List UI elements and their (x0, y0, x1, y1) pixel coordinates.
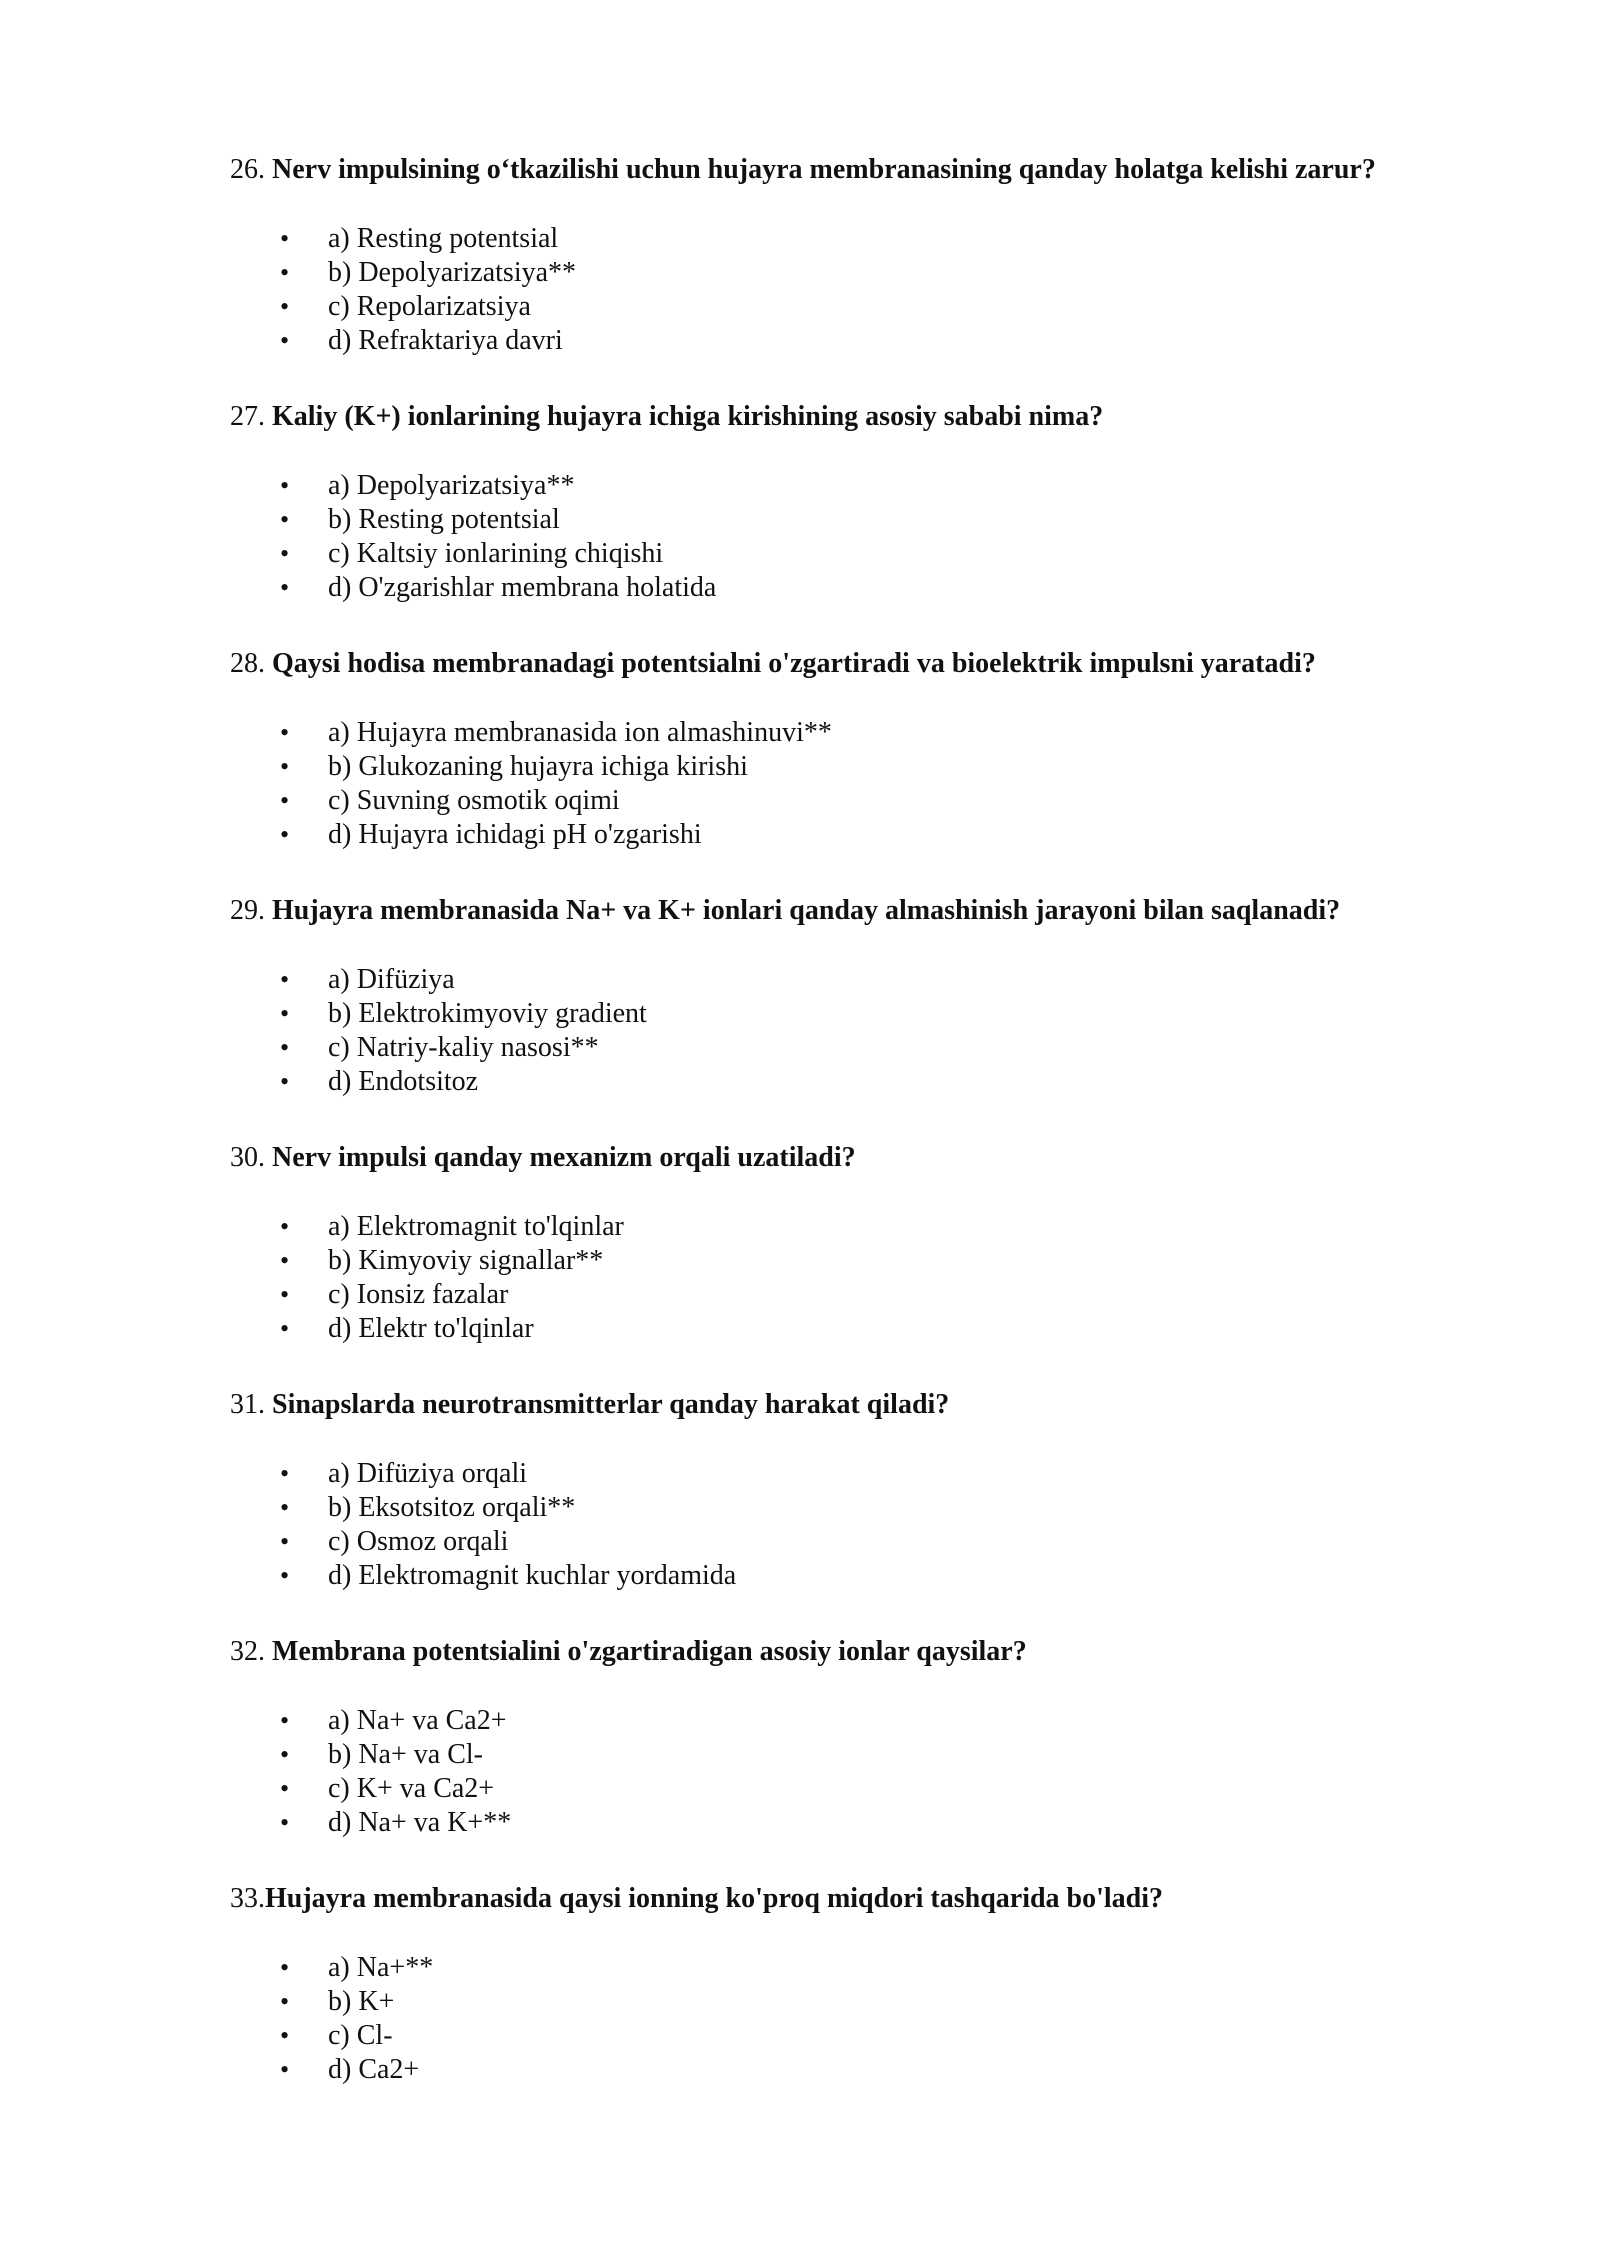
bullet-icon: • (280, 820, 290, 849)
answer-option (230, 1244, 1510, 1278)
question-number: 26. (230, 154, 265, 185)
answer-option (230, 1491, 1510, 1525)
answer-option (230, 1559, 1510, 1593)
bullet-icon: • (280, 1953, 290, 1982)
option-text: b) K+ (328, 1986, 395, 2017)
bullet-icon: • (280, 1246, 290, 1275)
bullet-icon: • (280, 999, 290, 1028)
answer-option (230, 503, 1510, 537)
question-number: 28. (230, 648, 265, 679)
question-number: 29. (230, 895, 265, 926)
answer-option (230, 222, 1510, 256)
answer-options (230, 1457, 1510, 1593)
option-text: c) Cl- (328, 2020, 393, 2051)
answer-option (230, 1312, 1510, 1346)
option-text: d) Na+ va K+** (328, 1807, 512, 1838)
question-29 (230, 891, 1510, 1138)
question-heading (230, 1879, 1510, 1919)
bullet-icon: • (280, 1740, 290, 1769)
question-text: Sinapslarda neurotransmitterlar qanday harakat qiladi? (272, 1389, 950, 1420)
bullet-icon: • (280, 1033, 290, 1062)
option-text: a) Difüziya (328, 964, 455, 995)
option-text: d) Refraktariya davri (328, 325, 563, 356)
question-number: 27. (230, 401, 265, 432)
question-number: 31. (230, 1389, 265, 1420)
option-text: d) Hujayra ichidagi pH o'zgarishi (328, 819, 702, 850)
option-text: c) Kaltsiy ionlarining chiqishi (328, 538, 664, 569)
bullet-icon: • (280, 786, 290, 815)
question-heading (230, 150, 1510, 190)
option-text: c) Osmoz orqali (328, 1526, 509, 1557)
answer-option (230, 290, 1510, 324)
option-text: c) Repolarizatsiya (328, 291, 531, 322)
option-text: d) Ca2+ (328, 2054, 420, 2085)
question-31 (230, 1385, 1510, 1632)
answer-option (230, 537, 1510, 571)
answer-option (230, 1806, 1510, 1840)
bullet-icon: • (280, 2055, 290, 2084)
question-text: Kaliy (K+) ionlarining hujayra ichiga kirishining asosiy sababi nima? (272, 401, 1104, 432)
question-heading (230, 1385, 1510, 1425)
bullet-icon: • (280, 752, 290, 781)
answer-options (230, 469, 1510, 605)
bullet-icon: • (280, 258, 290, 287)
option-text: a) Resting potentsial (328, 223, 559, 254)
question-heading (230, 1632, 1510, 1672)
question-text: Nerv impulsi qanday mexanizm orqali uzatiladi? (272, 1142, 856, 1173)
option-text: c) Natriy-kaliy nasosi** (328, 1032, 599, 1063)
option-text: a) Difüziya orqali (328, 1458, 528, 1489)
question-27 (230, 397, 1510, 644)
option-text: b) Na+ va Cl- (328, 1739, 483, 1770)
option-text: c) K+ va Ca2+ (328, 1773, 495, 1804)
question-text: Nerv impulsining o‘tkazilishi uchun hujayra membranasining qanday holatga kelishi zarur? (272, 154, 1376, 185)
question-text: Hujayra membranasida qaysi ionning ko'proq miqdori tashqarida bo'ladi? (265, 1883, 1164, 1914)
option-text: b) Kimyoviy signallar** (328, 1245, 604, 1276)
answer-option (230, 469, 1510, 503)
option-text: b) Elektrokimyoviy gradient (328, 998, 647, 1029)
answer-option (230, 1985, 1510, 2019)
answer-option (230, 1951, 1510, 1985)
option-text: b) Resting potentsial (328, 504, 560, 535)
option-text: c) Ionsiz fazalar (328, 1279, 509, 1310)
option-text: b) Eksotsitoz orqali** (328, 1492, 576, 1523)
answer-option (230, 750, 1510, 784)
answer-option (230, 2019, 1510, 2053)
answer-options (230, 1704, 1510, 1840)
question-list (230, 150, 1510, 2126)
bullet-icon: • (280, 718, 290, 747)
question-28 (230, 644, 1510, 891)
bullet-icon: • (280, 1987, 290, 2016)
bullet-icon: • (280, 1212, 290, 1241)
answer-option (230, 1065, 1510, 1099)
answer-options (230, 716, 1510, 852)
bullet-icon: • (280, 505, 290, 534)
option-text: a) Na+** (328, 1952, 434, 1983)
question-number: 30. (230, 1142, 265, 1173)
bullet-icon: • (280, 2021, 290, 2050)
question-text: Membrana potentsialini o'zgartiradigan asosiy ionlar qaysilar? (272, 1636, 1027, 1667)
question-30 (230, 1138, 1510, 1385)
answer-option (230, 1031, 1510, 1065)
option-text: d) O'zgarishlar membrana holatida (328, 572, 717, 603)
option-text: a) Depolyarizatsiya** (328, 470, 575, 501)
option-text: b) Glukozaning hujayra ichiga kirishi (328, 751, 748, 782)
answer-options (230, 1951, 1510, 2087)
question-heading (230, 644, 1510, 684)
question-number: 32. (230, 1636, 272, 1667)
option-text: d) Endotsitoz (328, 1066, 479, 1097)
bullet-icon: • (280, 1527, 290, 1556)
bullet-icon: • (280, 1314, 290, 1343)
bullet-icon: • (280, 1561, 290, 1590)
answer-option (230, 1772, 1510, 1806)
question-number: 33. (230, 1883, 265, 1914)
answer-option (230, 963, 1510, 997)
option-text: a) Na+ va Ca2+ (328, 1705, 507, 1736)
answer-option (230, 1525, 1510, 1559)
option-text: a) Hujayra membranasida ion almashinuvi** (328, 717, 832, 748)
bullet-icon: • (280, 471, 290, 500)
option-text: a) Elektromagnit to'lqinlar (328, 1211, 624, 1242)
bullet-icon: • (280, 224, 290, 253)
answer-options (230, 222, 1510, 358)
bullet-icon: • (280, 1459, 290, 1488)
answer-option (230, 256, 1510, 290)
option-text: c) Suvning osmotik oqimi (328, 785, 620, 816)
bullet-icon: • (280, 539, 290, 568)
question-33 (230, 1879, 1510, 2126)
answer-option (230, 997, 1510, 1031)
bullet-icon: • (280, 1808, 290, 1837)
bullet-icon: • (280, 1067, 290, 1096)
option-text: b) Depolyarizatsiya** (328, 257, 577, 288)
answer-options (230, 963, 1510, 1099)
answer-option (230, 2053, 1510, 2087)
bullet-icon: • (280, 326, 290, 355)
answer-option (230, 1210, 1510, 1244)
bullet-icon: • (280, 1493, 290, 1522)
question-text: Qaysi hodisa membranadagi potentsialni o'zgartiradi va bioelektrik impulsni yaratadi? (272, 648, 1316, 679)
question-26 (230, 150, 1510, 397)
answer-option (230, 1278, 1510, 1312)
bullet-icon: • (280, 1280, 290, 1309)
answer-option (230, 571, 1510, 605)
answer-options (230, 1210, 1510, 1346)
bullet-icon: • (280, 292, 290, 321)
bullet-icon: • (280, 1706, 290, 1735)
answer-option (230, 1738, 1510, 1772)
answer-option (230, 784, 1510, 818)
bullet-icon: • (280, 1774, 290, 1803)
question-heading (230, 397, 1510, 437)
question-32 (230, 1632, 1510, 1879)
answer-option (230, 818, 1510, 852)
bullet-icon: • (280, 965, 290, 994)
answer-option (230, 1704, 1510, 1738)
bullet-icon: • (280, 573, 290, 602)
answer-option (230, 716, 1510, 750)
answer-option (230, 324, 1510, 358)
question-text: Hujayra membranasida Na+ va K+ ionlari qanday almashinish jarayoni bilan saqlanadi? (272, 895, 1341, 926)
question-heading (230, 891, 1510, 931)
answer-option (230, 1457, 1510, 1491)
question-heading (230, 1138, 1510, 1178)
option-text: d) Elektromagnit kuchlar yordamida (328, 1560, 737, 1591)
option-text: d) Elektr to'lqinlar (328, 1313, 534, 1344)
